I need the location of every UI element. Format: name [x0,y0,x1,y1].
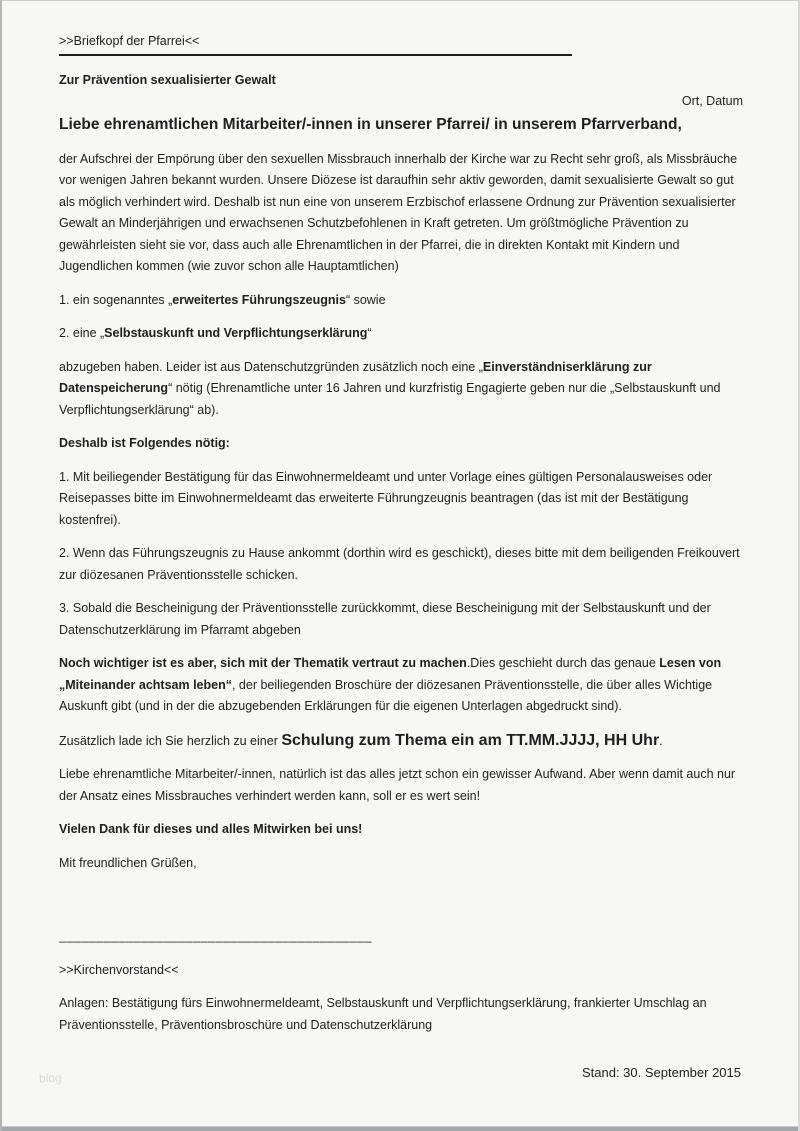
text-run: >>Kirchenvorstand<< [59,962,179,977]
text-run: 2. eine „ [59,326,105,340]
step-3 [59,598,743,641]
text-run: 1. Mit beiliegender Bestätigung für das Einwohnermeldeamt und unter Vorlage eines gültigen Personalausweises oder Reisepasses bitte im Einwohnermeldeamt das erweiterte Führungzeugnis beantragen (das ist mit der Bestätigung kostenfrei). [59,469,713,527]
signature-line [59,926,743,948]
section-heading [59,433,743,455]
text-run: 2. Wenn das Führungszeugnis zu Hause ankommt (dorthin wird es geschickt), dieses bitte mit dem beiligenden Freikouvert zur diözesanen Präventionsstelle schicken. [59,546,740,582]
text-run: Liebe ehrenamtliche Mitarbeiter/-innen, natürlich ist das alles jetzt schon ein gewisser Aufwand. Aber wenn damit auch nur der Ansatz eines Missbrauches verhindert werden kann, soll er es wert sein! [59,767,736,803]
text-run: Zusätzlich lade ich Sie herzlich zu einer [59,733,282,748]
thematik-paragraph [59,653,743,718]
text-run: Deshalb ist Folgendes nötig: [59,436,230,450]
text-run: 1. ein sogenanntes „ [59,292,173,307]
step-1 [59,467,743,532]
text-run: “ nötig (Ehrenamtliche unter 16 Jahren und kurzfristig Engagierte geben nur die „Selbstauskunft und Verpflichtungserklärung“ ab). [59,381,721,417]
list-item-2 [59,323,743,345]
text-run: abzugeben haben. Leider ist aus Datenschutzgründen zusätzlich noch eine „ [59,359,483,374]
text-run: der Aufschrei der Empörung über den sexuellen Missbrauch innerhalb der Kirche war zu Recht sehr groß, als Missbräuche vor wenigen Jahren bekannt wurden. Unsere Diözese ist daraufhin sehr aktiv geworden, damit sexualisierte Gewalt so gut als möglich verhindert wird. Deshalb ist nun eine von unserem Erzbischof erlassene Ordnung zur Prävention sexualisierter Gewalt an Minderjährigen und erwachsenen Schutzbefohlenen in Kraft getreten. Um größtmögliche Prävention zu gewährleisten sieht sie vor, dass auch alle Ehrenamtlichen in der Pfarrei, die in direkten Kontakt mit Kindern und Jugendlichen kommen (wie zuvor schon alle Hauptamtlichen) [59,151,738,273]
briefkopf-placeholder [59,31,572,56]
date-placeholder [59,91,743,113]
closing-line [59,853,743,875]
salutation [59,113,743,137]
letter-body [59,31,743,1048]
text-run: Selbstauskunft und Verpflichtungserklärung [104,326,368,340]
text-run: , der beiliegenden Broschüre der diözesanen Präventionsstelle, die über alles Wichtige Auskunft gibt (und in der die abzugebenden Erklärungen für die eigenen Unterlagen abgedruckt sind). [59,677,713,713]
anlagen-paragraph [59,993,743,1036]
datenschutz-paragraph [59,357,743,422]
text-run: Anlagen: Bestätigung fürs Einwohnermeldeamt, Selbstauskunft und Verpflichtungserklärung, frankierter Umschlag an Präventionsstelle, Präventionsbroschüre und Datenschutzerklärung [59,996,707,1032]
text-run: Einverständniserklärung zur Datenspeicherung [59,359,652,395]
aufwand-paragraph [59,764,743,807]
bottom-bar [2,1126,798,1131]
stand-date: Stand: 30. September 2015 [581,1065,741,1080]
text-run: Lesen von „Miteinander achtsam leben“ [59,656,722,692]
text-run: Noch wichtiger ist es aber, sich mit der Thematik vertraut zu machen [59,656,467,670]
schulung-paragraph [59,730,743,753]
thanks-line [59,819,743,841]
kirchenvorstand-placeholder [59,960,743,982]
intro-paragraph [59,149,743,278]
text-run: “ sowie [345,292,386,307]
text-run: “ [367,326,372,340]
text-run: Mit freundlichen Grüßen, [59,855,197,870]
blog-watermark: blog [38,1070,62,1086]
text-run: Schulung zum Thema ein am TT.MM.JJJJ, HH Uhr [281,731,660,749]
text-run: . [659,733,663,748]
text-run: __________________________________________ [59,929,372,943]
step-2 [59,543,743,586]
text-run: >>Briefkopf der Pfarrei<< [59,34,200,48]
text-run: Zur Prävention sexualisierter Gewalt [59,72,276,87]
text-run: Ort, Datum [681,94,743,108]
text-run: Liebe ehrenamtlichen Mitarbeiter/-innen in unserer Pfarrei/ in unserem Pfarrverband, [59,115,682,133]
list-item-1 [59,290,743,312]
text-run: 3. Sobald die Bescheinigung der Präventionsstelle zurückkommt, diese Bescheinigung mit der Selbstauskunft und der Datenschutzerklärung im Pfarramt abgeben [59,601,711,637]
text-run: Vielen Dank für dieses und alles Mitwirken bei uns! [59,822,363,836]
text-run: .Dies geschieht durch das genaue [466,656,660,670]
text-run: erweitertes Führungszeugnis [172,292,346,307]
subject-line [59,70,743,92]
